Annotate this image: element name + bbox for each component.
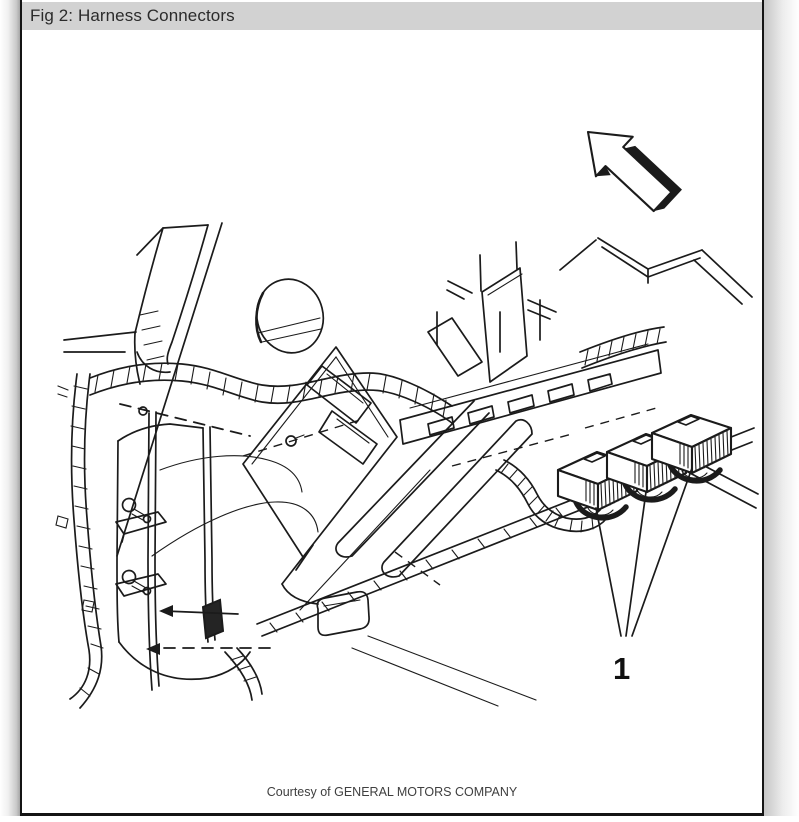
figure-panel: [20, 0, 764, 816]
figure-title: Fig 2: Harness Connectors: [30, 6, 235, 25]
direction-arrow-icon: [570, 112, 686, 225]
credit-line: Courtesy of GENERAL MOTORS COMPANY: [266, 785, 518, 799]
harness-diagram: [20, 0, 764, 816]
kick-panel: [116, 404, 440, 700]
stud-bolt: [123, 571, 151, 595]
left-harness-conduit: [56, 374, 103, 708]
page-shadow-left: [0, 0, 20, 816]
callout-1-label: 1: [613, 651, 631, 686]
cluster-opening: [249, 272, 331, 360]
page-shadow-right: [764, 0, 799, 816]
